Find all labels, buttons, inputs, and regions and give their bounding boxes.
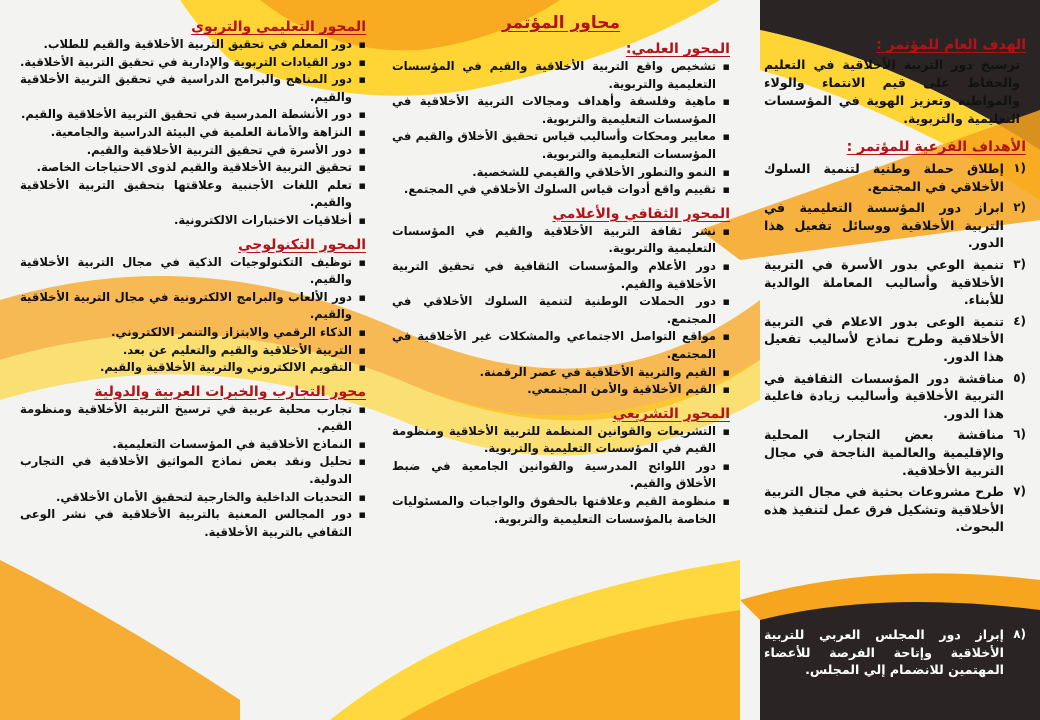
list-item: ▪ دور الأسرة في تحقيق التربية الأخلاقية والقيم. bbox=[20, 142, 366, 160]
list-item: ▪ دور القيادات التربوية والإدارية في تحقيق التربية الأخلاقية. bbox=[20, 54, 366, 72]
list-item: ▪ دور الأنشطة المدرسية في تحقيق التربية الأخلاقية والقيم. bbox=[20, 106, 366, 124]
section-educational bbox=[20, 18, 366, 230]
list-item: ▪ دور الأعلام والمؤسسات الثقافية في تحقيق التربية الأخلاقية والقيم. bbox=[392, 258, 730, 293]
section-title: المحور التعليمي والتربوي bbox=[191, 19, 366, 35]
goals-column bbox=[758, 0, 1036, 720]
section-technological bbox=[20, 236, 366, 377]
list-item: (٨ إبراز دور المجلس العربي للتربية الأخلاقية وإتاحة الفرصة للأعضاء المهتمين للانضمام إلي المجلس. bbox=[764, 627, 1026, 678]
list-item: (١ إطلاق حملة وطنية لتنمية السلوك الأخلاقي في المجتمع. bbox=[764, 161, 1026, 194]
section-title: المحور التكنولوجي bbox=[238, 236, 366, 253]
list-item: ▪ تشخيص واقع التربية الأخلاقية والقيم في المؤسسات التعليمية والتربوية. bbox=[392, 58, 730, 93]
list-item: ▪ منظومة القيم وعلاقتها بالحقوق والواجبات والمسئوليات الخاصة بالمؤسسات التعليمية والتربوية. bbox=[392, 493, 730, 528]
page-title: محاور المؤتمر bbox=[501, 13, 621, 33]
list-item: ▪ التقويم الالكتروني والتربية الأخلاقية والقيم. bbox=[20, 359, 366, 377]
list-item: ▪ دور المجالس المعنية بالتربية الأخلاقية في نشر الوعى الثقافي بالتربية الأخلاقية. bbox=[20, 506, 366, 541]
list-item: (٧ طرح مشروعات بحثية في مجال التربية الأخلاقية وتشكيل فرق عمل لتنفيذ هذه البحوث. bbox=[764, 484, 1026, 535]
section-legislative bbox=[392, 405, 730, 529]
list-item: ▪ تقييم واقع أدوات قياس السلوك الأخلاقي في المجتمع. bbox=[392, 181, 730, 199]
list-item: ▪ النمو والتطور الأخلاقي والقيمي للشخصية. bbox=[392, 164, 730, 182]
general-goal-text: ترسيخ دور التربية الأخلاقية في التعليم والحفاظ على قيم الانتماء والولاء والمواطنة وتعزيز الهوية في المؤسسات التعليمية والتربوية. bbox=[764, 57, 1020, 126]
section-title: المحور الثقافي والأعلامي bbox=[552, 205, 730, 222]
sub-goals-title: الأهداف الفرعية للمؤتمر : bbox=[846, 139, 1026, 155]
section-experiences bbox=[20, 383, 366, 542]
list-item: ▪ دور المناهج والبرامج الدراسية في تحقيق التربية الأخلاقية والقيم. bbox=[20, 71, 366, 106]
list-item: ▪ تعلم اللغات الأجنبية وعلاقتها بتحقيق التربية الأخلاقية والقيم. bbox=[20, 177, 366, 212]
list-item: ▪ دور المعلم في تحقيق التربية الأخلاقية والقيم للطلاب. bbox=[20, 36, 366, 54]
sub-goals-list bbox=[764, 160, 1026, 678]
list-item: ▪ ماهية وفلسفة وأهداف ومجالات التربية الأخلاقية في المؤسسات التعليمية والتربوية. bbox=[392, 93, 730, 128]
list-item: ▪ أخلاقيات الاختبارات الالكترونية. bbox=[20, 212, 366, 230]
list-item: ▪ التشريعات والقوانين المنظمة للتربية الأخلاقية ومنظومة القيم في المؤسسات التعليمية والتربوية. bbox=[392, 423, 730, 458]
list-item: (٣ تنمية الوعي بدور الأسرة في التربية الأخلاقية وأساليب المعاملة الوالدية للأبناء. bbox=[764, 256, 1026, 308]
general-goal-title: الهدف العام للمؤتمر : bbox=[876, 37, 1026, 53]
section-title: المحور العلمي: bbox=[625, 41, 730, 57]
list-item: ▪ دور اللوائح المدرسية والقوانين الجامعية في ضبط الأخلاق والقيم. bbox=[392, 458, 730, 493]
list-item: ▪ النماذج الأخلاقية في المؤسسات التعليمية. bbox=[20, 436, 366, 454]
list-item: (٤ تنمية الوعى بدور الاعلام في التربية الأخلاقية وطرح نماذج لأساليب تفعيل هذا الدور. bbox=[764, 313, 1026, 364]
list-item: ▪ مواقع التواصل الاجتماعي والمشكلات غير الأخلاقية في المجتمع. bbox=[392, 328, 730, 363]
list-item: ▪ القيم الأخلاقية والأمن المجتمعي. bbox=[392, 381, 730, 399]
list-item: ▪ القيم والتربية الأخلاقية في عصر الرقمنة. bbox=[392, 364, 730, 382]
list-item: ▪ التحديات الداخلية والخارجية لتحقيق الأمان الأخلاقي. bbox=[20, 489, 366, 507]
list-item: ▪ دور الألعاب والبرامج الالكترونية في مجال التربية الأخلاقية والقيم. bbox=[20, 289, 366, 324]
list-item: ▪ توظيف التكنولوجيات الذكية في مجال التربية الأخلاقية والقيم. bbox=[20, 254, 366, 289]
list-item: (٢ ابراز دور المؤسسة التعليمية في التربية الأخلاقية ووسائل تفعيل هذا الدور. bbox=[764, 200, 1026, 251]
section-title: المحور التشريعي bbox=[612, 405, 730, 422]
list-item: ▪ دور الحملات الوطنية لتنمية السلوك الأخلاقي في المجتمع. bbox=[392, 293, 730, 328]
list-item: ▪ الذكاء الرقمي والابتزاز والتنمر الالكتروني. bbox=[20, 324, 366, 342]
list-item: ▪ نشر ثقافة التربية الأخلاقية والقيم في المؤسسات التعليمية والتربوية. bbox=[392, 223, 730, 258]
section-scientific bbox=[392, 40, 730, 199]
list-item: (٦ مناقشة بعض التجارب المحلية والإقليمية والعالمية الناجحة في مجال التربية الأخلاقية. bbox=[764, 427, 1026, 478]
list-item: (٥ مناقشة دور المؤسسات الثقافية في التربية الأخلاقية وأساليب زيادة فاعلية هذا الدور. bbox=[764, 370, 1026, 421]
list-item: ▪ تحليل ونقد بعض نماذج المواثيق الأخلاقية في التجارب الدولية. bbox=[20, 453, 366, 488]
section-cultural bbox=[392, 205, 730, 399]
list-item: ▪ تحقيق التربية الأخلاقية والقيم لذوى الاحتياجات الخاصة. bbox=[20, 159, 366, 177]
list-item: ▪ معايير ومحكات وأساليب قياس تحقيق الأخلاق والقيم في المؤسسات التعليمية والتربوية. bbox=[392, 128, 730, 163]
list-item: ▪ النزاهة والأمانة العلمية في البيئة الدراسية والجامعية. bbox=[20, 124, 366, 142]
section-title: محور التجارب والخبرات العربية والدولية bbox=[94, 383, 366, 400]
left-axes-column bbox=[14, 0, 370, 720]
axes-column bbox=[386, 0, 738, 720]
list-item: ▪ تجارب محلية عربية في ترسيخ التربية الأخلاقية ومنظومة القيم. bbox=[20, 401, 366, 436]
list-item: ▪ التربية الأخلاقية والقيم والتعليم عن بعد. bbox=[20, 342, 366, 360]
